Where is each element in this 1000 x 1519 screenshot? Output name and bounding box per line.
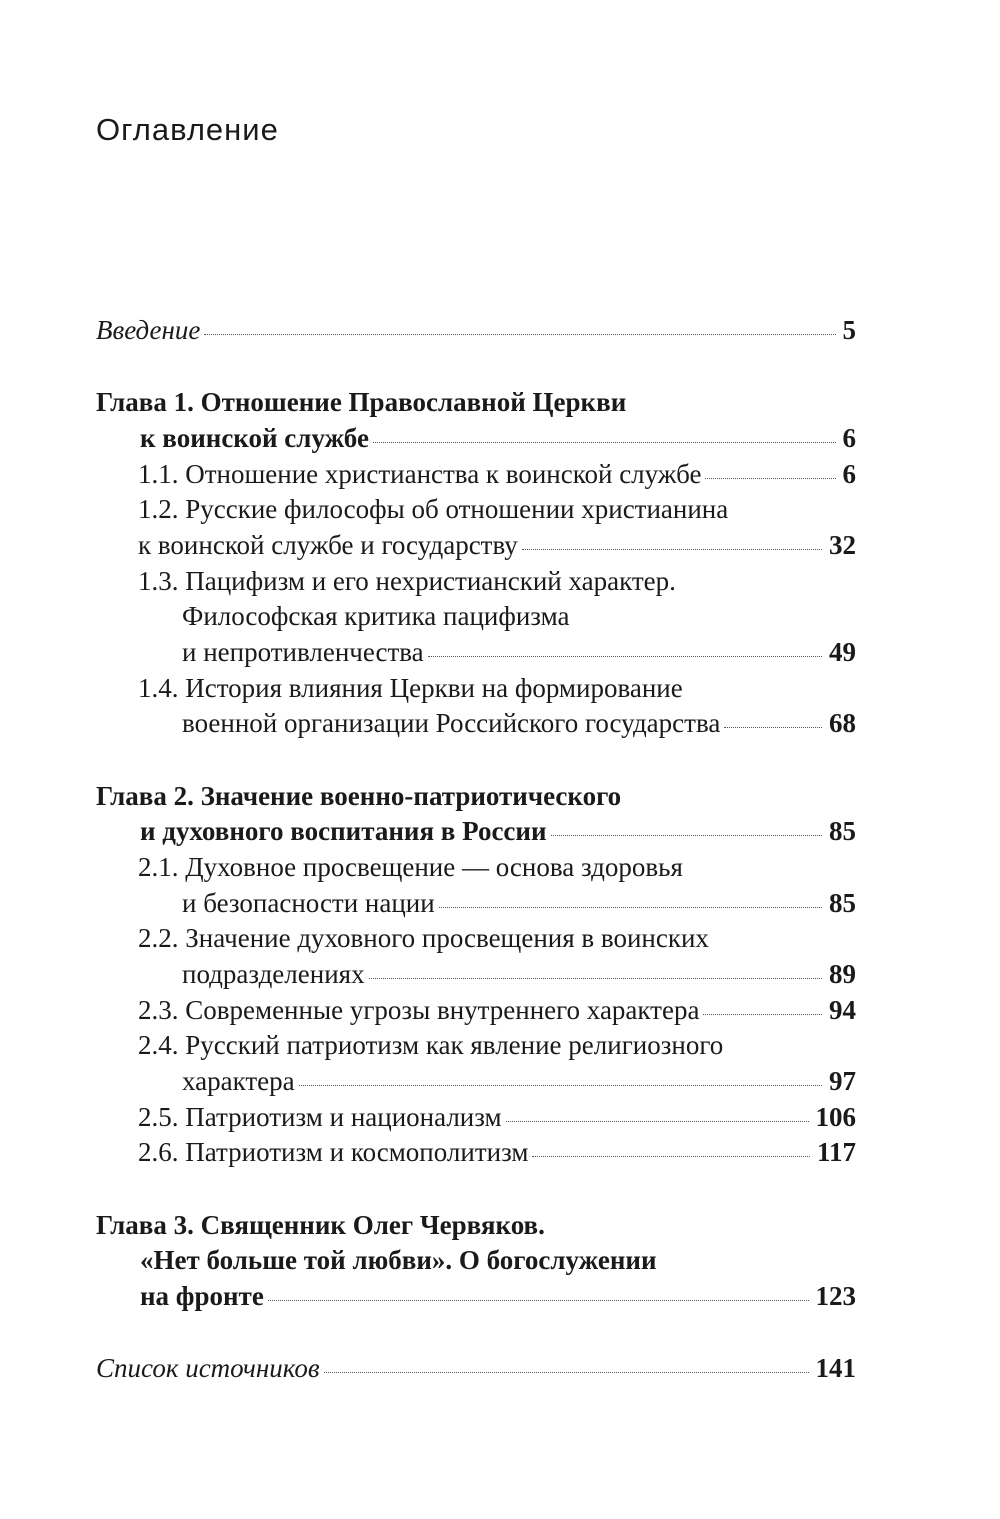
toc-page-number: 89 [829,959,856,989]
toc-entry-label: 1.4. История влияния Церкви на формирование [138,672,683,703]
toc-page-number: 141 [815,1353,856,1384]
toc-entry-label: Глава 1. Отношение Православной Церкви [96,387,627,418]
dot-leader [268,1300,809,1301]
dot-leader [724,727,822,728]
toc-page-number: 106 [815,1101,856,1132]
toc-chapter-2-title-line1[interactable] [96,779,856,815]
toc-page-number: 97 [829,1066,856,1097]
dot-leader [204,334,835,335]
toc-entry-label: Введение [96,315,201,345]
toc-entry-label: 1.3. Пацифизм и его нехристианский характер. [138,565,676,596]
toc-entry-label: Глава 3. Священник Олег Червяков. [96,1209,545,1240]
dot-leader [506,1121,809,1122]
dot-leader [532,1156,810,1157]
toc-section-1-3-line2[interactable] [96,599,856,635]
toc-chapter-1-title-line2[interactable] [96,421,856,457]
toc-entry-label: подразделениях [182,959,365,989]
toc-entry-label: к воинской службе [140,422,369,453]
toc-entry-label: военной организации Российского государства [182,708,721,739]
table-of-contents [96,313,856,1387]
toc-page-number: 6 [842,458,856,489]
toc-entry-label: 2.5. Патриотизм и национализм [138,1101,502,1132]
dot-leader [522,549,822,550]
toc-section-2-5[interactable] [96,1100,856,1136]
toc-chapter-1-title-line1[interactable] [96,385,856,421]
toc-section-1-4-line2[interactable] [96,706,856,742]
toc-section-1-3-line3[interactable] [96,635,856,671]
toc-entry-label: 1.2. Русские философы об отношении христианина [138,494,729,525]
toc-entry-label: «Нет больше той любви». О богослужении [140,1245,657,1276]
toc-entry-label: и духовного воспитания в России [140,816,547,847]
spacer [96,349,856,386]
page-title: Оглавление [96,112,279,147]
spacer [96,742,856,779]
toc-section-1-3-line1[interactable] [96,564,856,600]
toc-chapter-3-title-line3[interactable] [96,1279,856,1315]
toc-chapter-2-title-line2[interactable] [96,814,856,850]
toc-entry-label: на фронте [140,1281,264,1311]
toc-page-number: 123 [815,1281,856,1311]
toc-section-2-4-line1[interactable] [96,1028,856,1064]
toc-section-2-1-line2[interactable] [96,886,856,922]
toc-entry-label: 2.2. Значение духовного просвещения в воинских [138,923,709,954]
toc-section-2-1-line1[interactable] [96,850,856,886]
toc-entry-label: 1.1. Отношение христианства к воинской службе [138,458,702,489]
dot-leader [369,978,822,979]
toc-section-2-6[interactable] [96,1135,856,1171]
spacer [96,1171,856,1208]
toc-page-number: 94 [829,994,856,1025]
toc-entry-label: характера [182,1066,295,1097]
toc-chapter-3-title-line1[interactable] [96,1208,856,1244]
toc-page-number: 49 [829,637,856,667]
toc-entry-label: 2.4. Русский патриотизм как явление религиозного [138,1030,724,1061]
toc-entry-label: Список источников [96,1353,320,1384]
toc-section-1-4-line1[interactable] [96,671,856,707]
toc-page-number: 32 [829,529,856,560]
toc-page-number: 5 [842,315,856,345]
dot-leader [551,835,822,836]
toc-section-2-2-line1[interactable] [96,921,856,957]
toc-entry-label: и безопасности нации [182,887,435,918]
toc-entry-label: 2.1. Духовное просвещение — основа здоровья [138,851,683,882]
toc-section-1-1[interactable] [96,457,856,493]
toc-section-1-2-line1[interactable] [96,492,856,528]
toc-section-2-4-line2[interactable] [96,1064,856,1100]
toc-page-number: 6 [842,422,856,453]
dot-leader [373,442,836,443]
toc-page-number: 85 [829,816,856,847]
toc-section-2-3[interactable] [96,993,856,1029]
toc-entry-sources[interactable] [96,1351,856,1387]
dot-leader [705,478,835,479]
dot-leader [703,1014,822,1015]
dot-leader [428,656,822,657]
toc-entry-label: Глава 2. Значение военно-патриотического [96,780,622,811]
toc-entry-label: 2.3. Современные угрозы внутреннего характера [138,994,700,1025]
toc-entry-label: к воинской службе и государству [138,529,518,560]
toc-section-1-2-line2[interactable] [96,528,856,564]
toc-entry-label: 2.6. Патриотизм и космополитизм [138,1137,529,1168]
toc-entry-label: и непротивленчества [182,637,424,667]
toc-page-number: 117 [816,1137,856,1168]
spacer [96,1315,856,1352]
toc-page-number: 68 [829,708,856,739]
toc-section-2-2-line2[interactable] [96,957,856,993]
toc-page-number: 85 [829,887,856,918]
dot-leader [299,1085,822,1086]
dot-leader [439,907,822,908]
toc-chapter-3-title-line2[interactable] [96,1243,856,1279]
dot-leader [324,1372,809,1373]
toc-entry-introduction[interactable] [96,313,856,349]
toc-entry-label: Философская критика пацифизма [182,601,570,632]
